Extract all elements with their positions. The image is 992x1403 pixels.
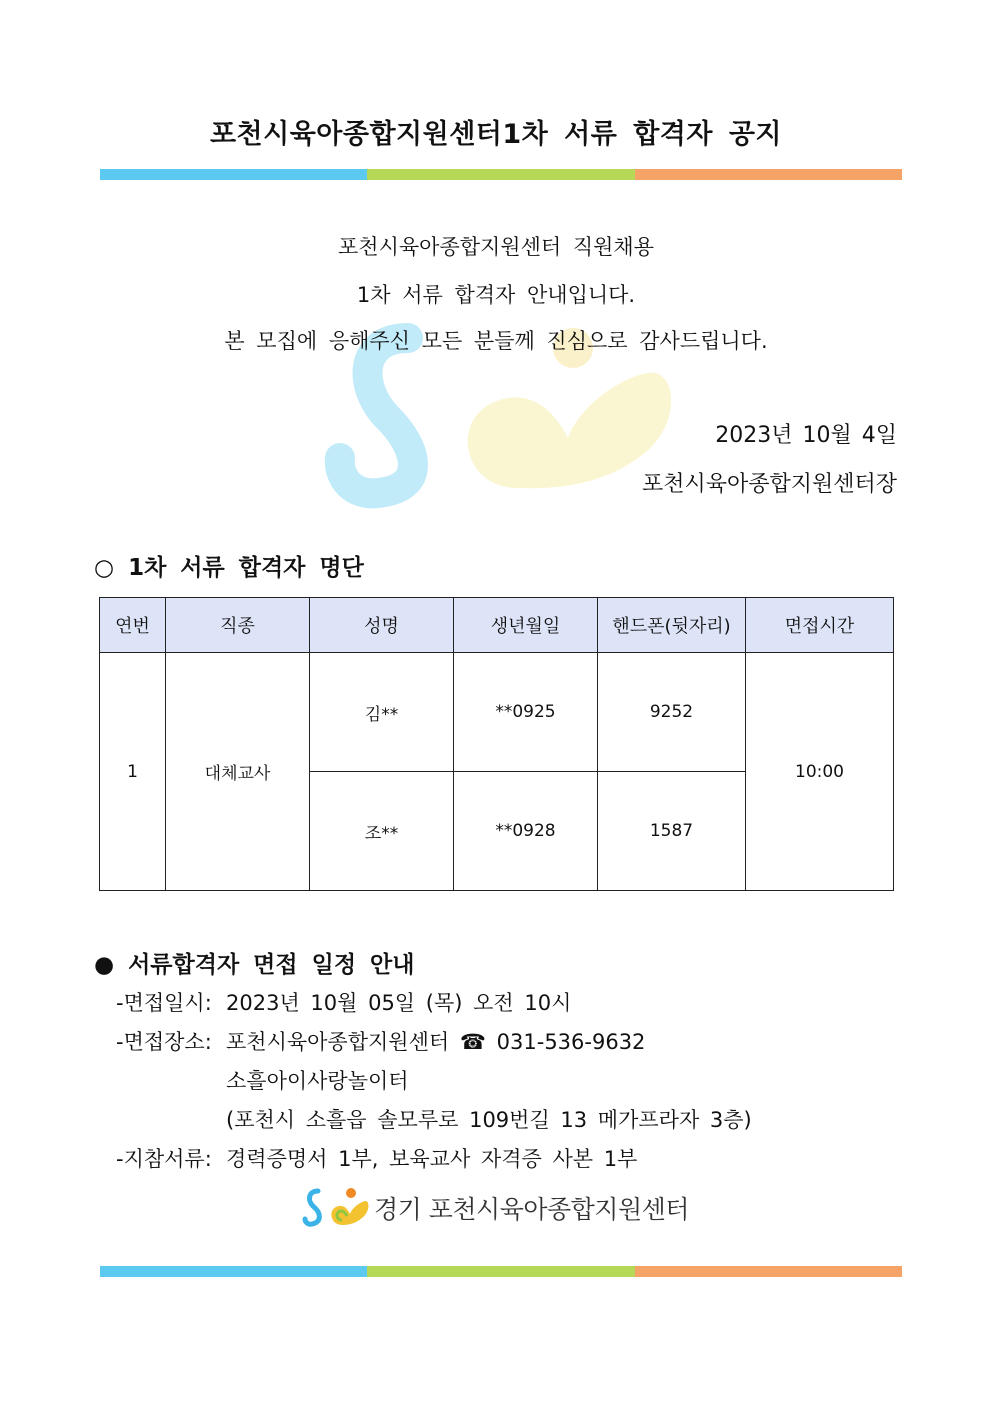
schedule-place-line-3: (포천시 소흘읍 솔모루로 109번길 13 메가프라자 3층) — [226, 1108, 752, 1132]
cell-birth: **0928 — [454, 772, 598, 891]
col-header-phone: 핸드폰(뒷자리) — [598, 598, 746, 653]
table-row — [100, 653, 894, 772]
intro-line-2: 1차 서류 합격자 안내입니다. — [356, 283, 636, 307]
notice-date: 2023년 10월 4일 — [715, 423, 897, 448]
cell-name: 조** — [310, 772, 454, 891]
schedule-date-label: -면접일시: — [116, 991, 212, 1015]
footer-logo-text: 경기 포천시육아종합지원센터 — [374, 1195, 689, 1224]
intro-line-1: 포천시육아종합지원센터 직원채용 — [338, 235, 654, 259]
schedule-heading: ● 서류합격자 면접 일정 안내 — [94, 952, 415, 978]
col-header-name: 성명 — [310, 598, 454, 653]
schedule-date-line — [116, 987, 571, 1017]
col-header-job: 직종 — [166, 598, 310, 653]
bottom-color-bar — [100, 1266, 902, 1277]
schedule-place-line — [116, 1026, 645, 1056]
schedule-place-value: 포천시육아종합지원센터 ☎ 031-536-9632 — [226, 1030, 646, 1054]
footer-logo — [302, 1186, 689, 1230]
schedule-docs-label: -지참서류: — [116, 1147, 212, 1171]
cell-phone: 1587 — [598, 772, 746, 891]
cell-interview-time: 10:00 — [746, 653, 894, 891]
passer-table — [99, 597, 894, 891]
cell-phone: 9252 — [598, 653, 746, 772]
col-header-time: 면접시간 — [746, 598, 894, 653]
cell-seq: 1 — [100, 653, 166, 891]
col-header-seq: 연번 — [100, 598, 166, 653]
list-heading: ○ 1차 서류 합격자 명단 — [94, 555, 364, 581]
schedule-place-line-2: 소흘아이사랑놀이터 — [226, 1069, 409, 1093]
top-color-bar — [100, 169, 902, 180]
cell-birth: **0925 — [454, 653, 598, 772]
signer: 포천시육아종합지원센터장 — [641, 472, 897, 497]
cell-job: 대체교사 — [166, 653, 310, 891]
center-logo-icon — [302, 1186, 370, 1230]
col-header-birth: 생년월일 — [454, 598, 598, 653]
schedule-date-value: 2023년 10월 05일 (목) 오전 10시 — [226, 991, 572, 1015]
schedule-docs-value: 경력증명서 1부, 보육교사 자격증 사본 1부 — [226, 1147, 638, 1171]
table-header-row — [100, 598, 894, 653]
schedule-docs-line — [116, 1143, 637, 1173]
schedule-place-label: -면접장소: — [116, 1030, 212, 1054]
intro-line-3: 본 모집에 응해주신 모든 분들께 진심으로 감사드립니다. — [224, 329, 768, 353]
page-title: 포천시육아종합지원센터1차 서류 합격자 공지 — [209, 119, 783, 150]
cell-name: 김** — [310, 653, 454, 772]
